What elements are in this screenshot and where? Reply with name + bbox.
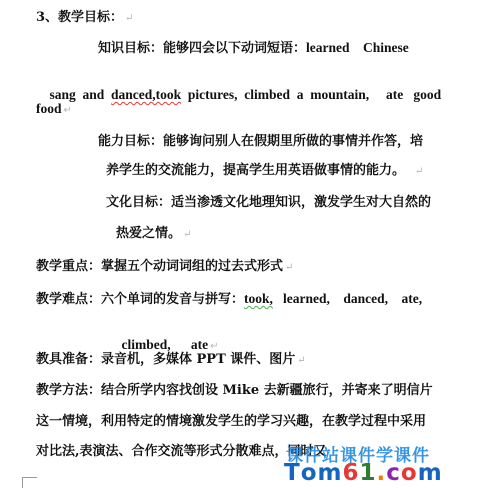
section-heading	[36, 10, 133, 27]
method-text-3: 对比法,表演法、合作交流等形式分散难点，同时又	[36, 444, 327, 459]
method-line1	[36, 383, 433, 399]
paragraph-mark: ↵	[183, 229, 192, 240]
logo-letter: 6	[342, 460, 360, 486]
paragraph-mark: ↵	[415, 166, 424, 177]
knowledge-text-food: food	[36, 101, 62, 116]
key-point-text: 教学重点：掌握五个动词词组的过去式形式	[36, 259, 284, 274]
knowledge-goal-line3	[36, 101, 72, 119]
knowledge-text-c: pictures, climbed a mountain, ate good	[181, 87, 442, 102]
paragraph-mark: ↵	[285, 262, 294, 273]
watermark-top-text: 课件站课件学课件	[286, 446, 430, 466]
difficult-label: 教学难点：六个单词的发音与拼写：	[36, 292, 245, 307]
logo-letter: .	[376, 460, 387, 486]
knowledge-goal-line2	[36, 71, 441, 119]
heading-text: 3、教学目标：	[36, 10, 124, 25]
difficult-point-line1	[36, 291, 422, 308]
paragraph-mark: ↵	[297, 355, 306, 366]
method-line2	[36, 414, 426, 430]
ability-goal-line1	[98, 134, 423, 150]
watermark-domain	[284, 460, 443, 486]
paragraph-mark: ↵	[63, 105, 72, 116]
key-point-line	[36, 259, 293, 276]
ability-text-2: 养学生的交流能力，提高学生用英语做事情的能力。	[106, 163, 406, 178]
ability-goal-line2	[106, 163, 423, 180]
logo-letter: c	[386, 460, 401, 486]
page-corner-mark	[22, 477, 37, 488]
culture-goal-line2	[116, 226, 191, 243]
watermark-logo	[284, 441, 484, 487]
teaching-aids-text: 教具准备：录音机，多媒体 PPT 课件、图片	[36, 352, 296, 367]
culture-goal-line1	[106, 195, 431, 211]
ability-text-1: 能力目标：能够询问别人在假期里所做的事情并作答，培	[98, 134, 424, 149]
logo-letter: o	[400, 460, 418, 486]
culture-text-1: 文化目标：适当渗透文化地理知识，激发学生对大自然的	[106, 195, 432, 210]
method-text-2: 这一情境，利用特定的情境激发学生的学习兴趣，在教学过程中采用	[36, 414, 427, 429]
logo-letter: om	[300, 460, 343, 486]
logo-letter: m	[417, 460, 443, 486]
method-line3	[36, 444, 327, 460]
paragraph-mark: ↵	[210, 341, 219, 352]
culture-text-2: 热爱之情。	[116, 226, 182, 241]
difficult-words-2: climbed, ate	[121, 337, 209, 352]
paragraph-mark: ↵	[125, 13, 134, 24]
difficult-word-took: took,	[244, 291, 273, 306]
logo-letter: 1	[359, 460, 377, 486]
method-text-1: 教学方法：结合所学内容找创设 Mike 去新疆旅行，并寄来了明信片	[36, 383, 433, 398]
knowledge-text-a: sang and	[49, 87, 112, 102]
spellcheck-marked-text: danced,took	[111, 87, 182, 102]
knowledge-terms: learned Chinese	[306, 40, 409, 55]
knowledge-goal-line1	[98, 40, 409, 57]
knowledge-label: 知识目标：能够四会以下动词短语：	[98, 41, 307, 56]
difficult-words: learned, danced, ate,	[272, 291, 423, 306]
teaching-aids-line	[36, 352, 306, 369]
logo-letter: T	[284, 460, 301, 486]
